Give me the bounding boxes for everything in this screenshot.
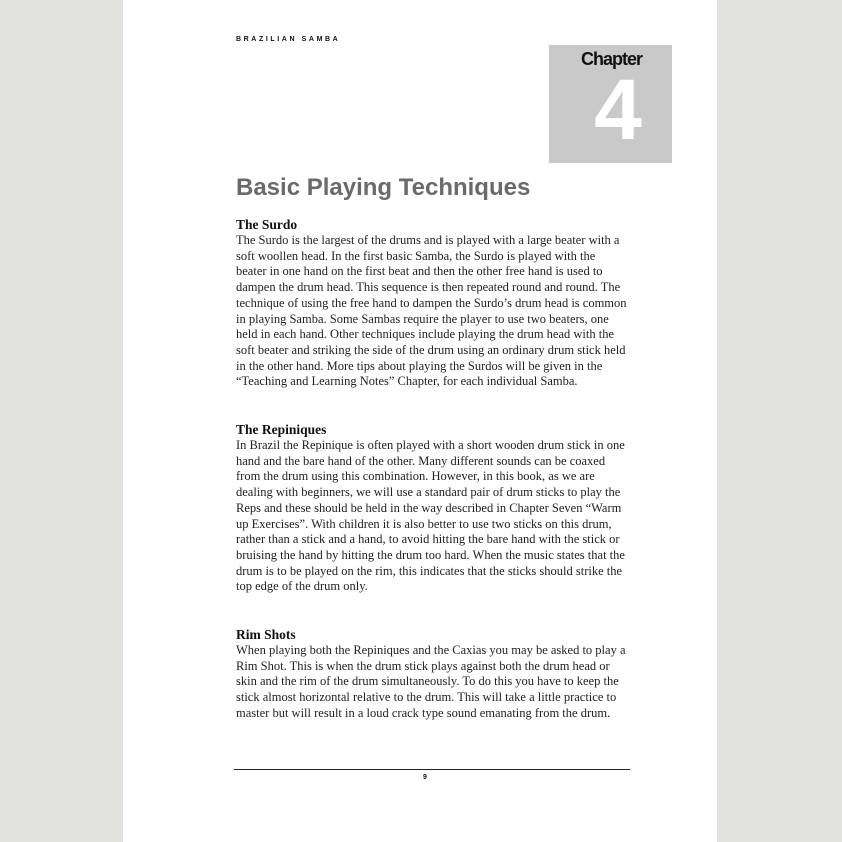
section-heading: The Surdo bbox=[236, 217, 298, 232]
chapter-badge bbox=[549, 45, 672, 163]
section-rim-shots bbox=[236, 627, 628, 722]
section-surdo bbox=[236, 217, 628, 390]
footer-divider bbox=[234, 769, 630, 770]
section-body: In Brazil the Repinique is often played with a short wooden drum stick in one hand and the bare hand of the other. Many different sounds can be coaxed from the drum using this combination. However, in this book, as we are dealing with beginners, we will use a standard pair of drum sticks to play the Reps and these should be held in the way described in Chapter Seven “Warm up Exercises”. With children it is also better to use two sticks on this drum, rather than a stick and a hand, to avoid hitting the bare hand with the stick or bruising the hand by hitting the drum too hard. When the music states that the drum is to be played on the rim, this indicates that the sticks should strike the top edge of the drum only. bbox=[236, 438, 625, 594]
section-heading: The Repiniques bbox=[236, 422, 327, 437]
chapter-number: 4 bbox=[594, 62, 642, 158]
book-page bbox=[123, 0, 717, 842]
section-repiniques bbox=[236, 422, 628, 595]
section-body: The Surdo is the largest of the drums and is played with a large beater with a soft woollen head. In the first basic Samba, the Surdo is played with the beater in one hand on the first beat and then the other free hand is used to dampen the drum head. This sequence is then repeated round and round. The technique of using the free hand to dampen the Surdo’s drum head is common in playing Samba. Some Sambas require the player to use two beaters, one held in each hand. Other techniques include playing the drum head with the soft beater and striking the side of the drum using an ordinary drum stick held in the other hand. More tips about playing the Surdos will be given in the “Teaching and Learning Notes” Chapter, for each individual Samba. bbox=[236, 233, 627, 389]
section-body: When playing both the Repiniques and the Caxias you may be asked to play a Rim Shot. This is when the drum stick plays against both the drum head or skin and the rim of the drum simultaneously. To do this you have to keep the stick almost horizontal relative to the drum. This will take a little practice to master but will result in a loud crack type sound emanating from the drum. bbox=[236, 643, 626, 720]
page-number: 9 bbox=[423, 774, 427, 781]
page-title: Basic Playing Techniques bbox=[236, 174, 531, 201]
running-head: BRAZILIAN SAMBA bbox=[236, 36, 341, 43]
chapter-label: Chapter bbox=[580, 49, 642, 69]
section-heading: Rim Shots bbox=[236, 627, 296, 642]
